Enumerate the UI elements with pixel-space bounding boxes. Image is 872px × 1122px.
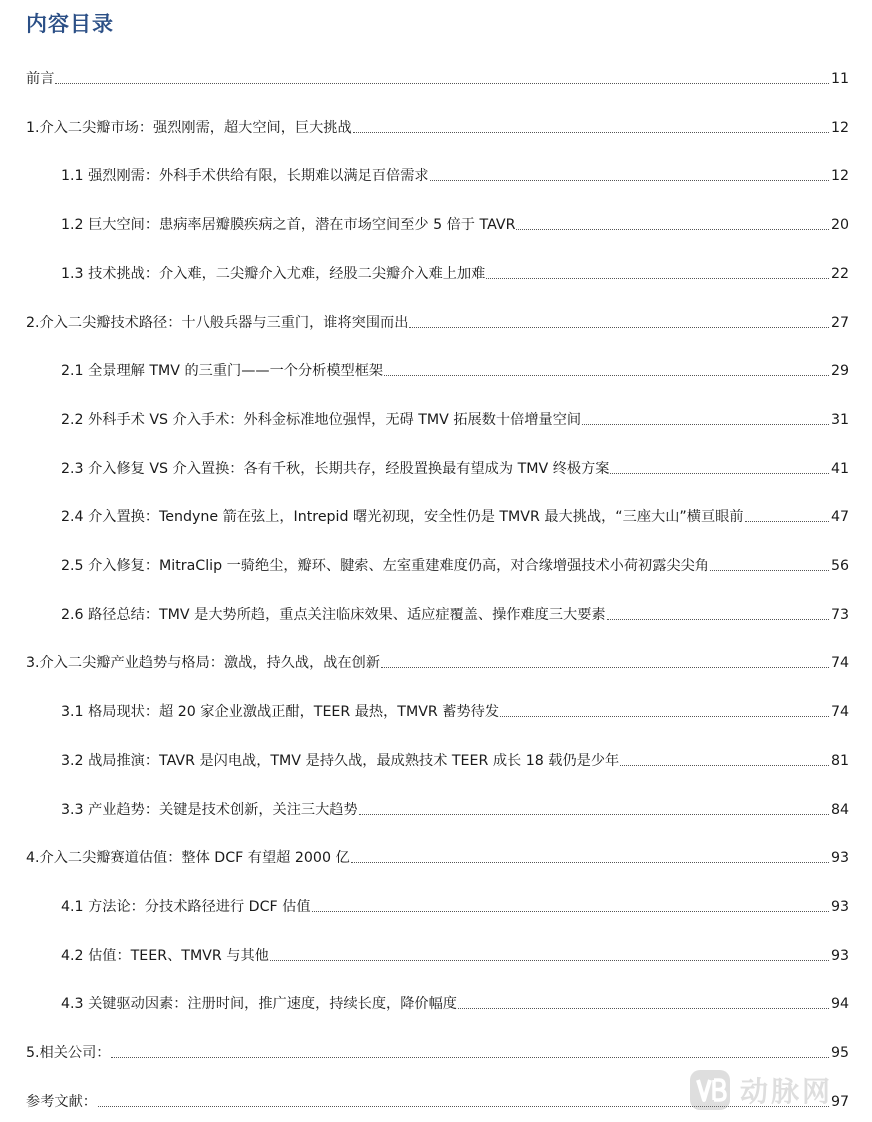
- toc-page-number: 47: [830, 509, 849, 526]
- toc-entry-title: 2.5 介入修复：MitraClip 一骑绝尘，瓣环、腱索、左室重建难度仍高，对合缘增强技术小荷初露尖尖角: [61, 558, 709, 574]
- toc-entry-title: 5.相关公司：: [26, 1045, 111, 1061]
- toc-entry-title: 3.介入二尖瓣产业趋势与格局：激战，持久战，战在创新: [26, 655, 381, 672]
- toc-entry[interactable]: [61, 991, 849, 1013]
- toc-entry[interactable]: [61, 797, 849, 819]
- toc-entry[interactable]: [61, 163, 849, 185]
- toc-entry[interactable]: [26, 650, 849, 672]
- toc-page-number: 93: [830, 898, 849, 915]
- toc-entry-title: 2.2 外科手术 VS 介入手术：外科金标准地位强悍，无碍 TMV 拓展数十倍增量空间: [61, 411, 582, 428]
- toc-dot-leader: [312, 910, 829, 912]
- toc-page-number: 12: [830, 168, 849, 185]
- toc-entry-title: 1.介入二尖瓣市场：强烈刚需，超大空间，巨大挑战: [26, 119, 352, 136]
- toc-dot-leader: [359, 813, 829, 815]
- toc-page-number: 29: [830, 363, 849, 380]
- toc-entry[interactable]: [26, 845, 849, 867]
- toc-dot-leader: [270, 959, 829, 961]
- watermark-text: 动脉网: [740, 1075, 834, 1108]
- toc-dot-leader: [582, 423, 829, 425]
- toc-page-number: 12: [830, 119, 849, 136]
- toc-page-number: 31: [830, 411, 849, 428]
- toc-page-number: 95: [830, 1045, 849, 1061]
- toc-page-number: 93: [830, 947, 849, 964]
- toc-entry-title: 3.1 格局现状：超 20 家企业激战正酣，TEER 最热，TMVR 蓄势待发: [61, 704, 500, 721]
- toc-page-number: 20: [830, 217, 849, 234]
- toc-dot-leader: [381, 666, 829, 668]
- toc-entry-title: 3.2 战局推演：TAVR 是闪电战，TMV 是持久战，最成熟技术 TEER 成长 18 载仍是少年: [61, 752, 620, 769]
- toc-entry-title: 2.6 路径总结：TMV 是大势所趋，重点关注临床效果、适应症覆盖、操作难度三大要素: [61, 606, 606, 623]
- toc-entry[interactable]: [61, 748, 849, 770]
- toc-page-number: 11: [830, 71, 849, 87]
- toc-entry[interactable]: [61, 894, 849, 916]
- toc-dot-leader: [500, 715, 829, 717]
- toc-entry-title: 4.介入二尖瓣赛道估值：整体 DCF 有望超 2000 亿: [26, 850, 350, 867]
- toc-dot-leader: [111, 1056, 828, 1058]
- toc-dot-leader: [351, 861, 829, 863]
- toc-page-number: 56: [830, 558, 849, 574]
- toc-dot-leader: [516, 228, 829, 230]
- toc-entry[interactable]: [61, 358, 849, 380]
- page-title: 内容目录: [26, 12, 114, 36]
- toc-page-number: 74: [830, 655, 849, 672]
- toc-dot-leader: [458, 1007, 829, 1009]
- toc-entry[interactable]: [26, 1040, 849, 1062]
- toc-entry-title: 1.3 技术挑战：介入难，二尖瓣介入尤难，经股二尖瓣介入难上加难: [61, 265, 486, 282]
- toc-page-number: 73: [830, 606, 849, 623]
- toc-entry[interactable]: [26, 66, 849, 88]
- toc-page-number: 84: [830, 801, 849, 818]
- toc-page-number: 93: [830, 850, 849, 867]
- toc-entry-title: 2.介入二尖瓣技术路径：十八般兵器与三重门，谁将突围而出: [26, 314, 409, 331]
- toc-entry[interactable]: [61, 504, 849, 526]
- toc-entry-title: 前言: [26, 71, 55, 87]
- toc-entry[interactable]: [26, 115, 849, 137]
- toc-entry-title: 2.1 全景理解 TMV 的三重门——一个分析模型框架: [61, 363, 384, 380]
- toc-dot-leader: [607, 618, 829, 620]
- toc-dot-leader: [610, 472, 828, 474]
- toc-entry-title: 参考文献：: [26, 1093, 97, 1110]
- toc-page-number: 27: [830, 314, 849, 331]
- toc-entry-title: 3.3 产业趋势：关键是技术创新，关注三大趋势: [61, 801, 358, 818]
- toc-dot-leader: [55, 82, 829, 84]
- toc-page-number: 74: [830, 704, 849, 721]
- toc-page-number: 22: [830, 265, 849, 282]
- toc-dot-leader: [620, 764, 829, 766]
- toc-page-number: 81: [830, 752, 849, 769]
- toc-dot-leader: [430, 179, 829, 181]
- toc-page-number: 41: [830, 460, 849, 477]
- toc-dot-leader: [486, 277, 829, 279]
- toc-entry-title: 1.1 强烈刚需：外科手术供给有限，长期难以满足百倍需求: [61, 168, 429, 185]
- toc-page-number: 94: [830, 996, 849, 1013]
- toc-entry[interactable]: [26, 1089, 849, 1111]
- toc-entry[interactable]: [61, 212, 849, 234]
- toc-entry-title: 4.3 关键驱动因素：注册时间，推广速度，持续长度，降价幅度: [61, 996, 457, 1013]
- toc-dot-leader: [384, 374, 829, 376]
- toc-dot-leader: [98, 1105, 829, 1107]
- toc-entry[interactable]: [61, 699, 849, 721]
- toc-dot-leader: [409, 326, 829, 328]
- toc-entry-title: 4.2 估值：TEER、TMVR 与其他: [61, 947, 269, 964]
- toc-entry[interactable]: [61, 943, 849, 965]
- toc-entry[interactable]: [61, 456, 849, 478]
- toc-dot-leader: [710, 569, 829, 571]
- toc-page-number: 97: [830, 1093, 849, 1110]
- toc-entry[interactable]: [61, 261, 849, 283]
- toc-entry-title: 2.3 介入修复 VS 介入置换：各有千秋，长期共存，经股置换最有望成为 TMV 终极方案: [61, 460, 610, 477]
- toc-entry[interactable]: [26, 310, 849, 332]
- toc-entry[interactable]: [61, 602, 849, 624]
- toc-dot-leader: [353, 131, 829, 133]
- toc-entry[interactable]: [61, 407, 849, 429]
- toc-dot-leader: [745, 520, 829, 522]
- toc-entry-title: 4.1 方法论：分技术路径进行 DCF 估值: [61, 898, 311, 915]
- toc-entry-title: 2.4 介入置换：Tendyne 箭在弦上，Intrepid 曙光初现，安全性仍是 TMVR 最大挑战，“三座大山”横亘眼前: [61, 509, 744, 526]
- toc-entry-title: 1.2 巨大空间：患病率居瓣膜疾病之首，潜在市场空间至少 5 倍于 TAVR: [61, 217, 516, 234]
- toc-entry[interactable]: [61, 553, 849, 575]
